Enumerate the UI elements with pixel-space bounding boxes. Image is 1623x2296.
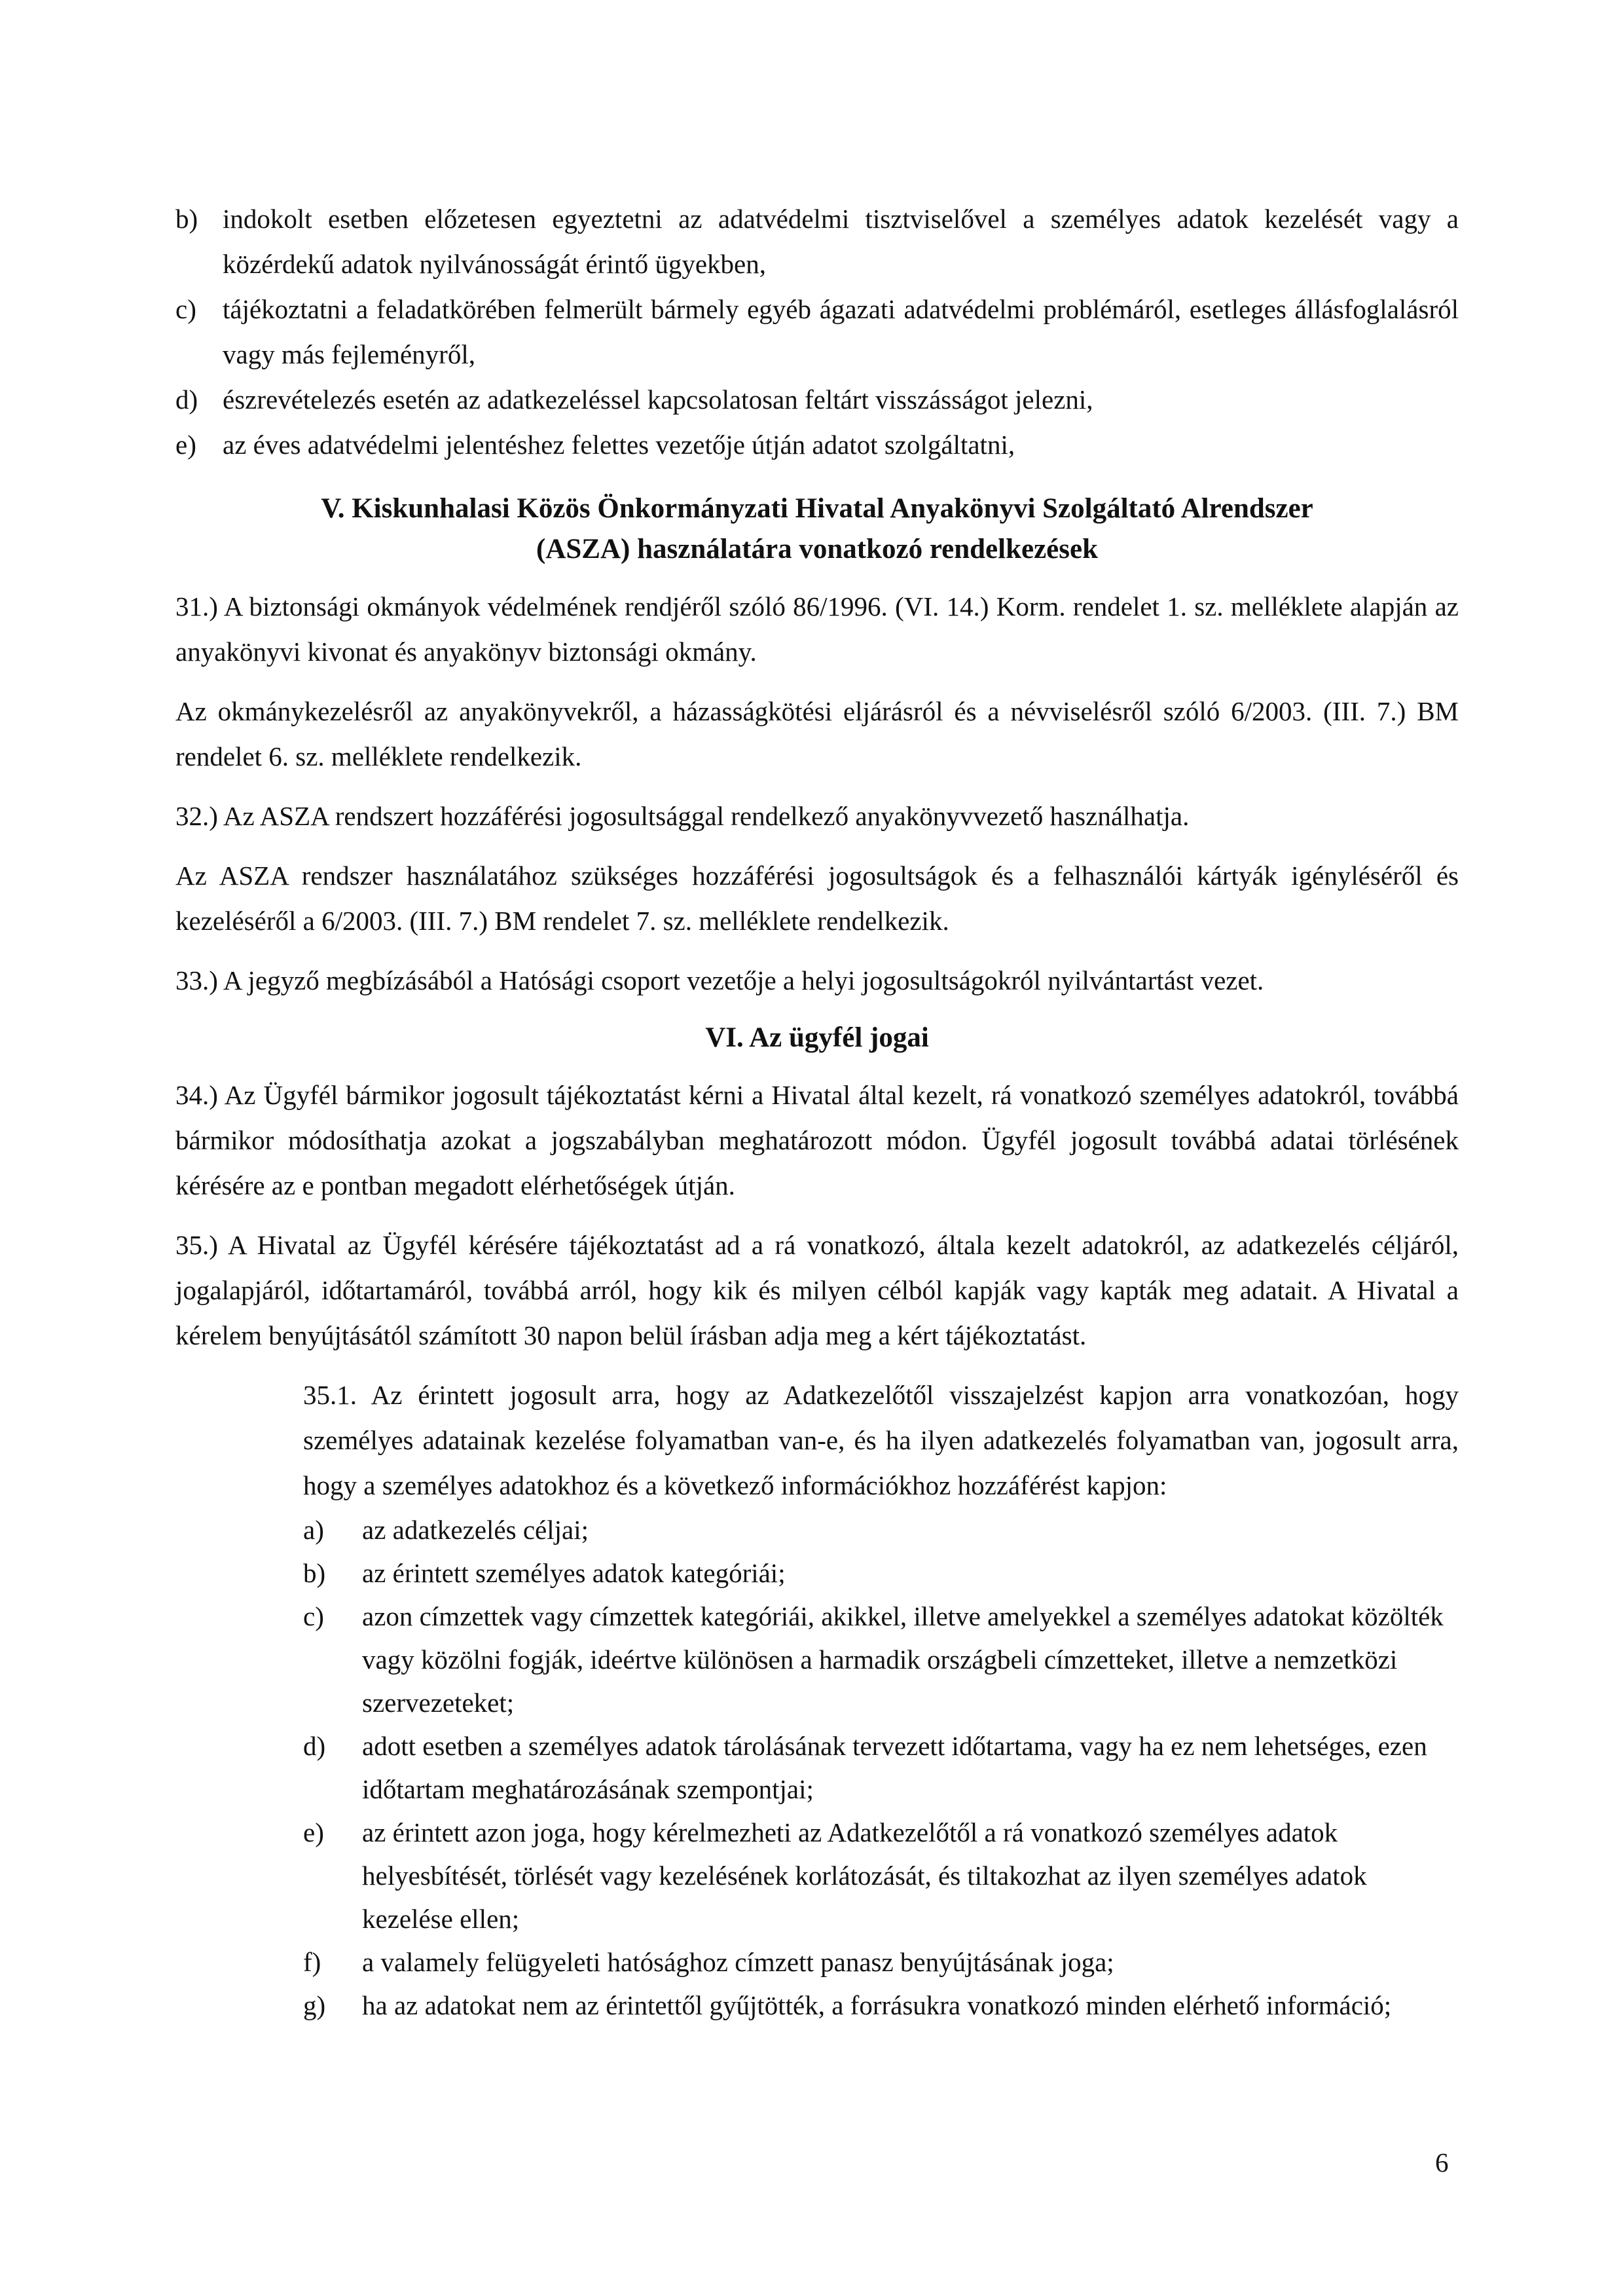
paragraph-32: 32.) Az ASZA rendszert hozzáférési jogosultsággal rendelkező anyakönyvvezető használhatja. xyxy=(175,801,1190,831)
list-item-d xyxy=(175,377,1459,422)
section-vi-heading: VI. Az ügyfél jogai xyxy=(705,1022,929,1053)
rights-item-a xyxy=(303,1508,1459,1551)
rights-item-f xyxy=(303,1940,1459,1984)
list-text: észrevételezés esetén az adatkezeléssel kapcsolatosan feltárt visszásságot jelezni, xyxy=(223,384,1093,415)
list-item-e xyxy=(175,422,1459,468)
list-label: b) xyxy=(303,1558,326,1588)
paragraph-34: 34.) Az Ügyfél bármikor jogosult tájékoztatást kérni a Hivatal által kezelt, rá vonatkozó személyes adatokról, továbbá bármikor módosíthatja azokat a jogszabályban meghatározott módon. Ügyfél jogosult továbbá adatai törlésének kérésére az e pontban megadott elérhetőségek útján. xyxy=(175,1080,1459,1200)
paragraph-31b: Az okmánykezelésről az anyakönyvekről, a házasságkötési eljárásról és a névviselésről szóló 6/2003. (III. 7.) BM rendelet 6. sz. melléklete rendelkezik. xyxy=(175,696,1459,771)
rights-item-e xyxy=(303,1811,1459,1940)
paragraph-35: 35.) A Hivatal az Ügyfél kérésére tájékoztatást ad a rá vonatkozó, általa kezelt adatokról, az adatkezelés céljáról, jogalapjáról, időtartamáról, továbbá arról, hogy kik és milyen célból kapják vagy kapták meg adatait. A Hivatal a kérelem benyújtásától számított 30 napon belül írásban adja meg a kért tájékoztatást. xyxy=(175,1230,1459,1350)
list-text: indokolt esetben előzetesen egyeztetni az adatvédelmi tisztviselővel a személyes adatok kezelését vagy a közérdekű adatok nyilvánosságát érintő ügyekben, xyxy=(223,204,1459,279)
list-text: ha az adatokat nem az érintettől gyűjtötték, a forrásukra vonatkozó minden elérhető információ; xyxy=(362,1990,1392,2020)
list-label: c) xyxy=(303,1601,324,1631)
page-content xyxy=(175,196,1459,2027)
paragraph-35-1: 35.1. Az érintett jogosult arra, hogy az Adatkezelőtől visszajelzést kapjon arra vonatkozóan, hogy személyes adatainak kezelése folyamatban van-e, és ha ilyen adatkezelés folyamatban van, jogosult arra, hogy a személyes adatokhoz és a következő információkhoz hozzáférést kapjon: xyxy=(303,1380,1459,1500)
rights-item-c xyxy=(303,1595,1459,1724)
paragraph-33: 33.) A jegyző megbízásából a Hatósági csoport vezetője a helyi jogosultságokról nyilvántartást vezet. xyxy=(175,965,1264,995)
rights-item-d xyxy=(303,1724,1459,1811)
list-label: c) xyxy=(175,294,196,324)
list-label: d) xyxy=(175,384,198,415)
list-label: b) xyxy=(175,204,198,234)
list-text: azon címzettek vagy címzettek kategóriái, akikkel, illetve amelyekkel a személyes adatokat közölték vagy közölni fogják, ideértve különösen a harmadik országbeli címzetteket, illetve a nemzetközi szervezeteket; xyxy=(362,1601,1444,1718)
list-label: d) xyxy=(303,1731,326,1761)
list-label: a) xyxy=(303,1515,324,1545)
section-v-heading-line1: V. Kiskunhalasi Közös Önkormányzati Hivatal Anyakönyvi Szolgáltató Alrendszer xyxy=(321,493,1313,524)
list-item-c xyxy=(175,287,1459,377)
section-v-heading xyxy=(175,489,1459,570)
list-text: adott esetben a személyes adatok tárolásának tervezett időtartama, vagy ha ez nem lehetséges, ezen időtartam meghatározásának szempontjai; xyxy=(362,1731,1427,1804)
list-text: az adatkezelés céljai; xyxy=(362,1515,589,1545)
list-text: a valamely felügyeleti hatósághoz címzett panasz benyújtásának joga; xyxy=(362,1947,1114,1977)
list-text: az éves adatvédelmi jelentéshez felettes vezetője útján adatot szolgáltatni, xyxy=(223,430,1015,460)
list-label: f) xyxy=(303,1947,321,1977)
list-item-b xyxy=(175,196,1459,287)
rights-item-g xyxy=(303,1984,1459,2027)
section-v-heading-line2: (ASZA) használatára vonatkozó rendelkezések xyxy=(536,534,1098,565)
list-label: e) xyxy=(303,1817,324,1847)
rights-list xyxy=(303,1508,1459,2027)
list-text: tájékoztatni a feladatkörében felmerült bármely egyéb ágazati adatvédelmi problémáról, esetleges állásfoglalásról vagy más fejleményről, xyxy=(223,294,1459,369)
list-text: az érintett azon joga, hogy kérelmezheti az Adatkezelőtől a rá vonatkozó személyes adatok helyesbítését, törlését vagy kezelésének korlátozását, és tiltakozhat az ilyen személyes adatok kezelése ellen; xyxy=(362,1817,1367,1934)
paragraph-32b: Az ASZA rendszer használatához szükséges hozzáférési jogosultságok és a felhasználói kártyák igényléséről és kezeléséről a 6/2003. (III. 7.) BM rendelet 7. sz. melléklete rendelkezik. xyxy=(175,861,1459,936)
list-text: az érintett személyes adatok kategóriái; xyxy=(362,1558,786,1588)
list-label: g) xyxy=(303,1990,326,2020)
page-number: 6 xyxy=(1435,2147,1449,2177)
rights-item-b xyxy=(303,1551,1459,1595)
list-label: e) xyxy=(175,430,196,460)
paragraph-31: 31.) A biztonsági okmányok védelmének rendjéről szóló 86/1996. (VI. 14.) Korm. rendelet 1. sz. melléklete alapján az anyakönyvi kivonat és anyakönyv biztonsági okmány. xyxy=(175,591,1459,667)
